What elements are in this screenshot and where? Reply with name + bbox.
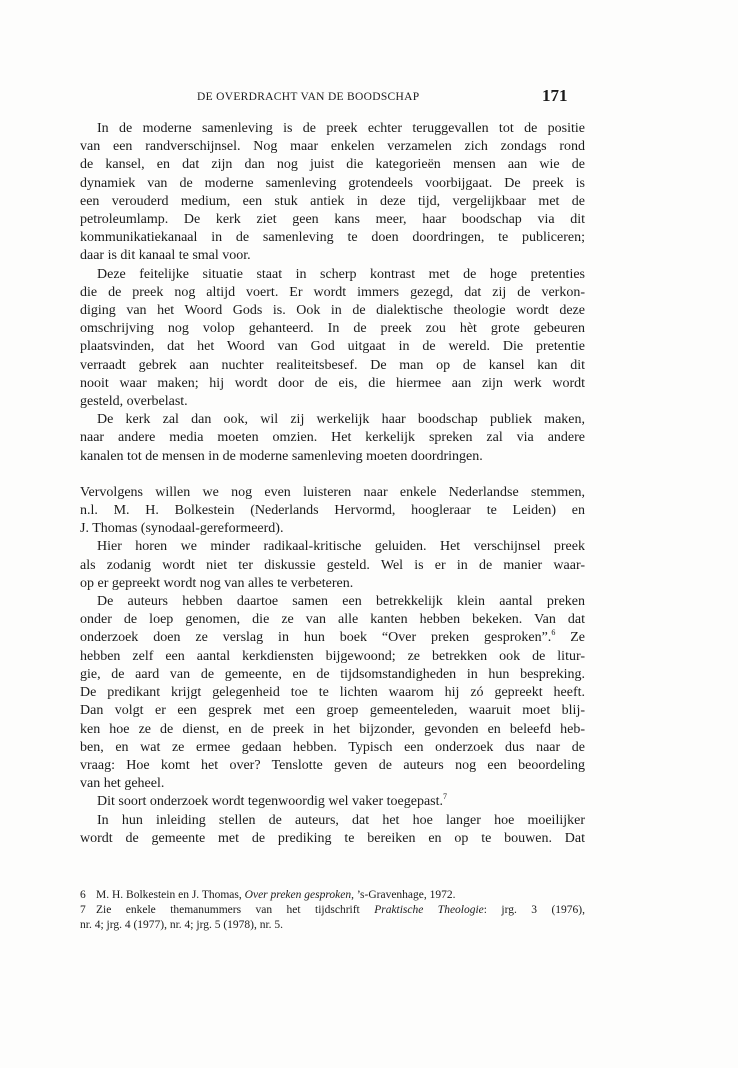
footnote-6 [80, 888, 585, 903]
text-line: Deze feitelijke situatie staat in scherp kontrast met de hoge pretenties [97, 266, 585, 282]
text-segment: Dit soort onderzoek wordt tegenwoordig wel vaker toegepast. [97, 794, 444, 810]
text-line-with-footnote [80, 629, 585, 647]
text-line: Dan volgt er een gesprek met een groep gemeenteleden, waaruit moet blij- [80, 703, 585, 719]
text-line: vraag: Hoe komt het over? Tenslotte geven de auteurs nog een beoordeling [80, 757, 585, 773]
text-line: Hier horen we minder radikaal-kritische geluiden. Het verschijnsel preek [97, 539, 585, 555]
text-line: van een randverschijnsel. Nog maar enkelen verzamelen zich zondags rond [80, 139, 585, 155]
paragraph-5 [80, 538, 585, 593]
page-number: 171 [542, 86, 568, 105]
text-line: kanalen tot de mensen in de moderne samenleving moeten doordringen. [80, 448, 483, 464]
text-line: In de moderne samenleving is de preek echter teruggevallen tot de positie [97, 121, 585, 136]
paragraph-6 [80, 593, 585, 793]
text-line: nooit waar maken; hij wordt door de eis, die hiermee aan zijn werk wordt [80, 375, 585, 391]
footnote-title: Over preken gesproken [244, 889, 352, 901]
text-line: De predikant krijgt gelegenheid toe te lichten waarom hij zó gepreekt heeft. [80, 685, 585, 701]
paragraph-2 [80, 266, 585, 412]
footnotes [80, 888, 585, 933]
text-line: petroleumlamp. De kerk ziet geen kans meer, haar boodschap via dit [80, 212, 585, 228]
text-line-with-footnote [80, 793, 585, 811]
paragraph-1 [80, 120, 585, 266]
text-line: gesteld, overbelast. [80, 394, 188, 410]
text-segment: Ze [570, 630, 585, 646]
text-line: de kansel, en dat zijn dan nog juist die kategorieën mensen aan wie de [80, 157, 585, 173]
text-line: die de preek nog altijd voert. Er wordt immers gezegd, dat zij de verkon- [80, 284, 585, 300]
paragraph-8 [80, 812, 585, 848]
text-line: plaatsvinden, dat het Woord van God uitgaat in de wereld. Die pretentie [80, 339, 585, 355]
text-line: omschrijving nog volop gehanteerd. In de preek zou hèt grote gebeuren [80, 321, 585, 337]
footnote-text: Zie enkele themanummers van het tijdschrift [96, 904, 360, 916]
text-line: De auteurs hebben daartoe samen een betrekkelijk klein aantal preken [97, 594, 585, 610]
text-line: een verouderd medium, een stuk antiek in deze tijd, vergelijkbaar met de [80, 193, 585, 209]
text-line: ben, en wat ze ermee gedaan hebben. Typisch een onderzoek dus naar de [80, 739, 585, 755]
text-line: dynamiek van de moderne samenleving grotendeels voorbijgaat. De preek is [80, 175, 585, 191]
footnote-ref-6[interactable]: 6 [551, 628, 556, 638]
section-gap [80, 466, 585, 484]
footnote-text: : jrg. 3 (1976), [483, 904, 586, 916]
text-line: J. Thomas (synodaal-gereformeerd). [80, 521, 284, 537]
text-line: onder de loep genomen, die ze van alle kanten hebben bekeken. Van dat [80, 612, 585, 628]
text-line: naar andere media moeten omzien. Het kerkelijk spreken zal via andere [80, 430, 585, 446]
text-line: gie, de aard van de gemeente, en de tijdsomstandigheden in hun bespreking. [80, 666, 585, 682]
text-line: als zodanig wordt niet ter diskussie gesteld. Wel is er in de manier waar- [80, 557, 585, 573]
paragraph-4 [80, 484, 585, 539]
footnote-text: M. H. Bolkestein en J. Thomas, [96, 889, 242, 901]
text-line: ken hoe ze de dienst, en de preek in het bijzonder, gevonden en beleefd heb- [80, 721, 585, 737]
text-line: kommunikatiekanaal in de samenleving te doen doordringen, te publiceren; [80, 230, 585, 246]
text-line: n.l. M. H. Bolkestein (Nederlands Hervormd, hoogleraar te Leiden) en [80, 503, 585, 519]
footnote-7 [80, 903, 585, 918]
body-text [80, 120, 585, 848]
text-line: De kerk zal dan ook, wil zij werkelijk haar boodschap publiek maken, [97, 412, 585, 428]
text-segment: onderzoek doen ze verslag in hun boek “Over preken gesproken”. [80, 630, 552, 646]
paragraph-7 [80, 793, 585, 811]
text-line: Vervolgens willen we nog even luisteren naar enkele Nederlandse stemmen, [80, 484, 585, 500]
running-title: DE OVERDRACHT VAN DE BOODSCHAP [197, 91, 420, 103]
footnote-number: 6 [80, 889, 86, 901]
text-line: hebben zelf een aantal kerkdiensten bijgewoond; ze betrekken ook de litur- [80, 648, 585, 664]
footnote-ref-7[interactable]: 7 [443, 792, 448, 802]
text-line: daar is dit kanaal te smal voor. [80, 248, 251, 264]
text-line: op er gepreekt wordt nog van alles te verbeteren. [80, 575, 354, 591]
footnote-text: , ’s-Gravenhage, 1972. [351, 889, 456, 901]
text-line: verraadt gebrek aan nuchter realiteitsbesef. De man op de kansel kan dit [80, 357, 585, 373]
text-line: diging van het Woord Gods is. Ook in de dialektische theologie wordt deze [80, 303, 585, 319]
text-line: In hun inleiding stellen de auteurs, dat het hoe langer hoe moeilijker [97, 812, 585, 828]
footnote-number: 7 [80, 904, 86, 916]
text-line: van het geheel. [80, 776, 165, 792]
text-line: wordt de gemeente met de prediking te bereiken en op te bouwen. Dat [80, 830, 585, 846]
paragraph-3 [80, 411, 585, 466]
footnote-7-continued: nr. 4; jrg. 4 (1977), nr. 4; jrg. 5 (1978), nr. 5. [80, 919, 284, 931]
footnote-title: Praktische Theologie [374, 904, 484, 916]
